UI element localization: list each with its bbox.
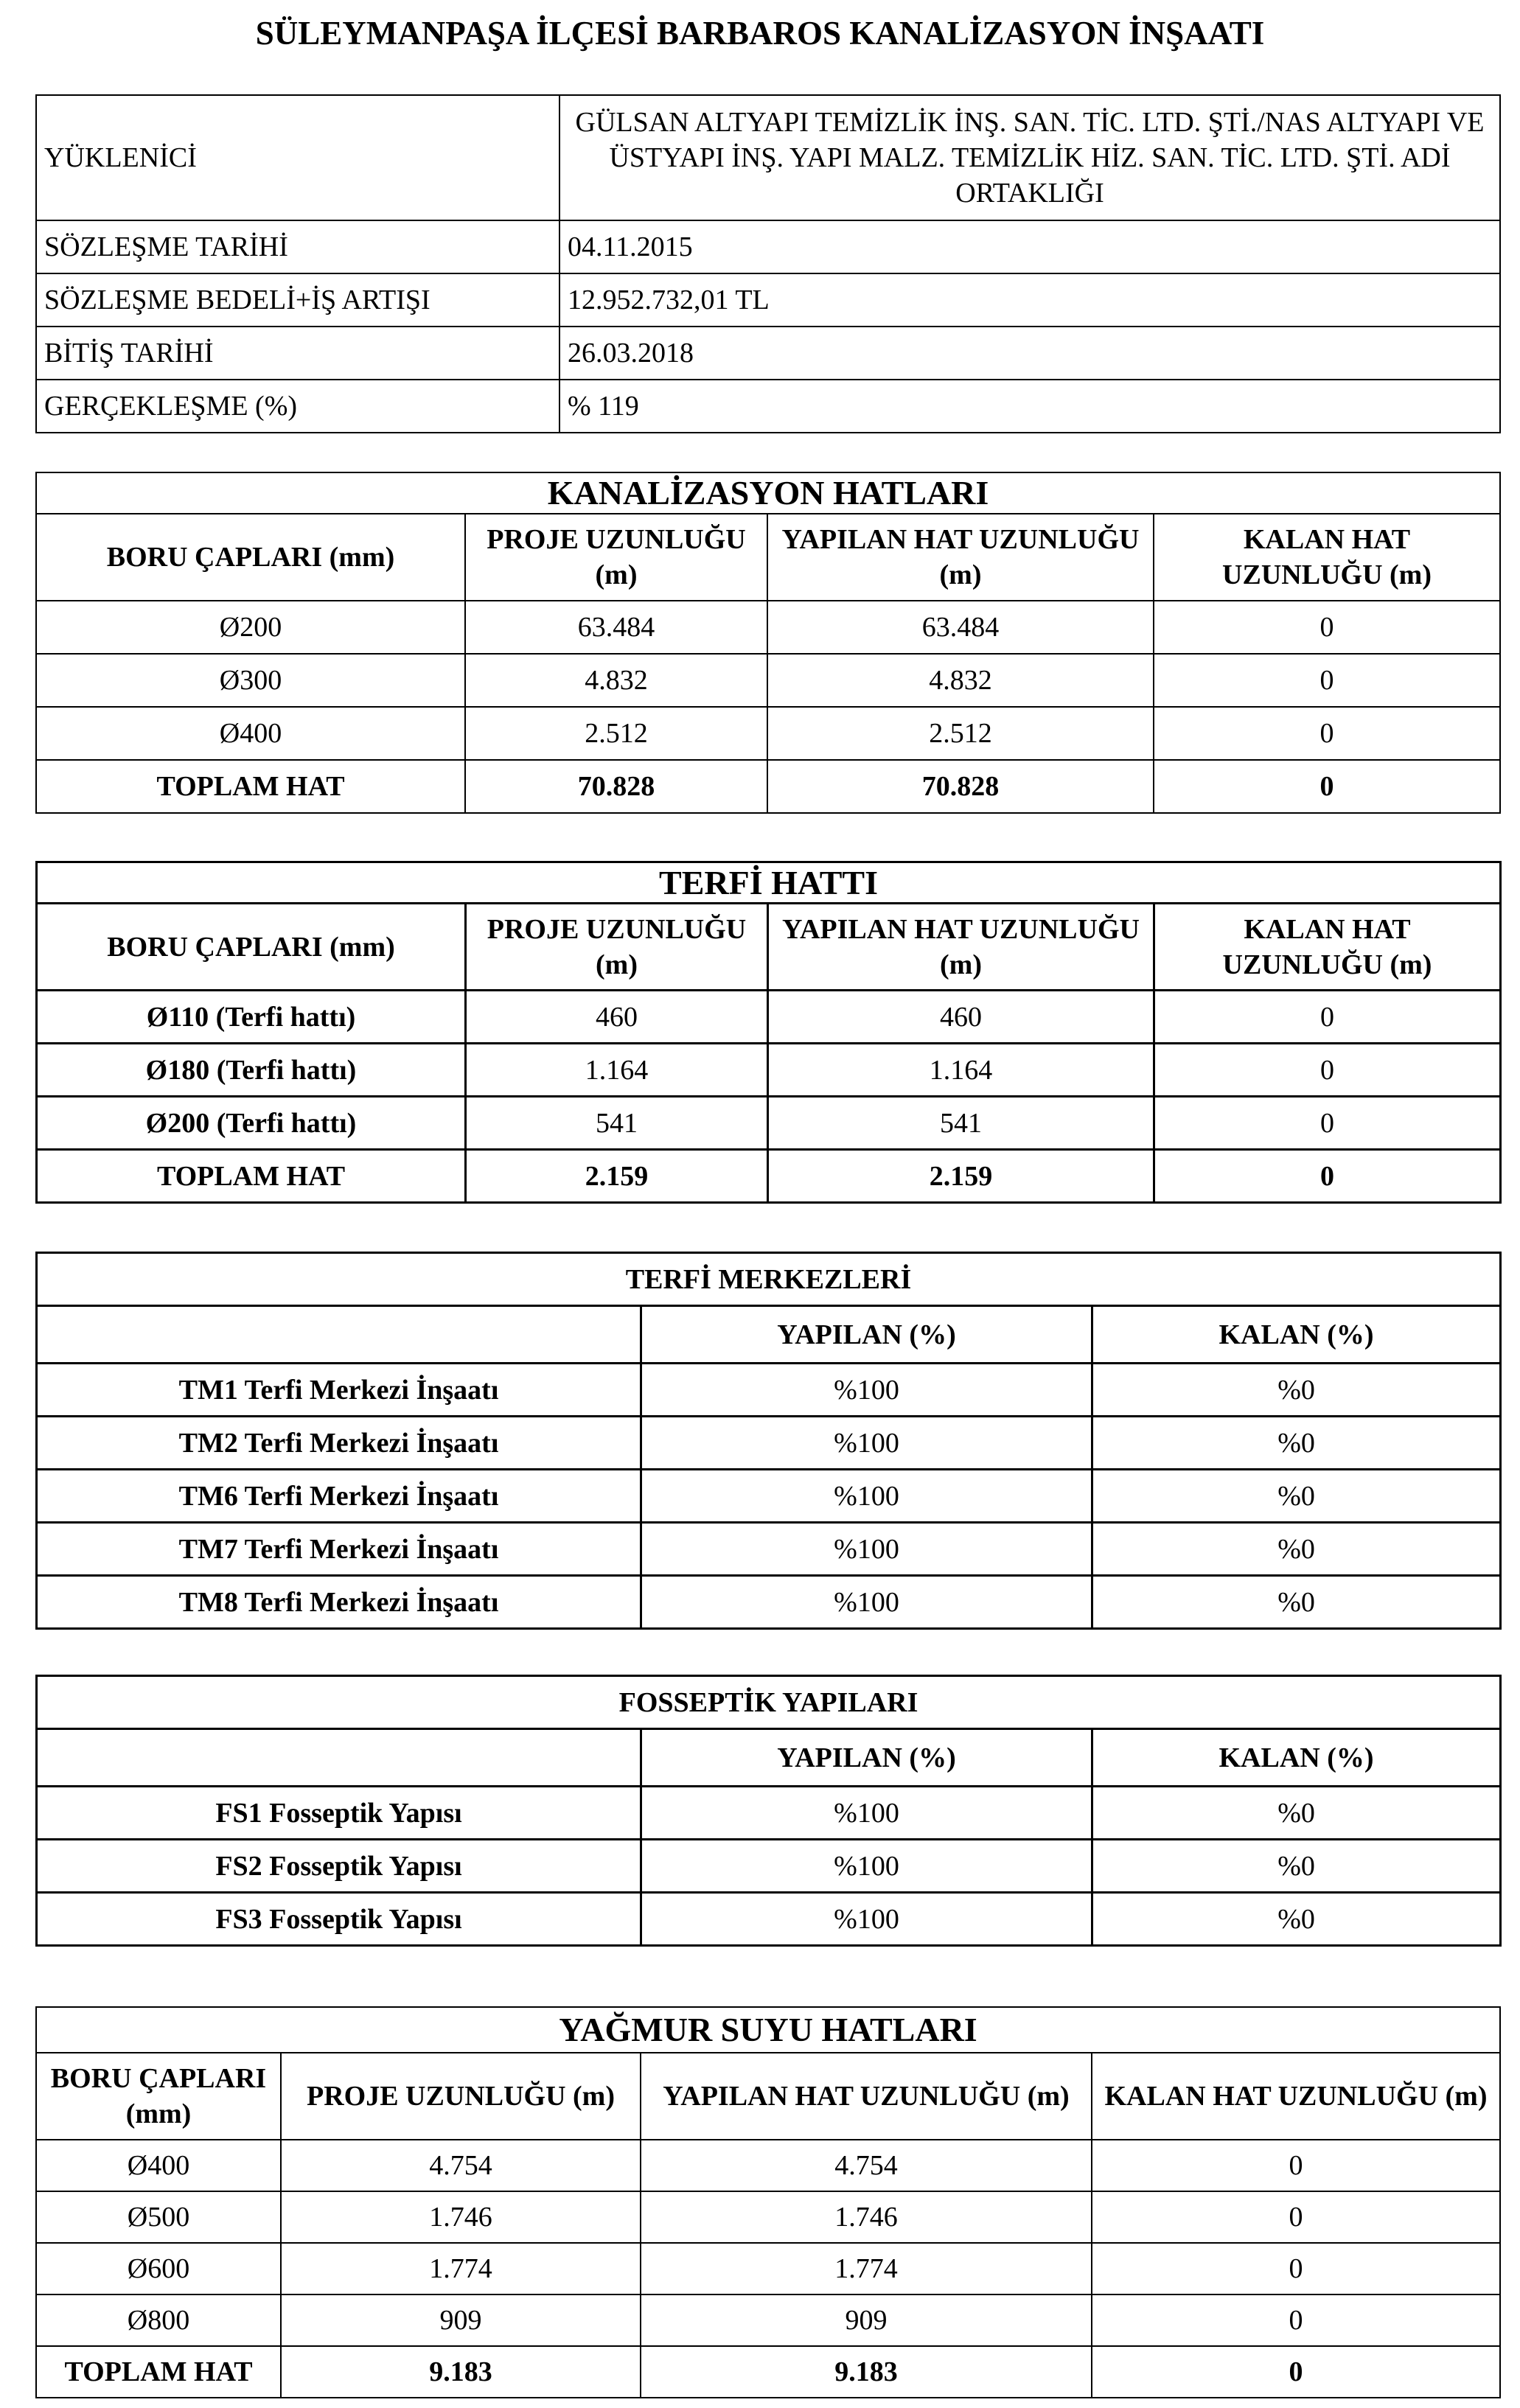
pumping-line-table <box>35 861 1502 1204</box>
pumping-stations-title: TERFİ MERKEZLERİ <box>37 1253 1501 1306</box>
pipe-diameter-cell: Ø800 <box>36 2294 281 2346</box>
station-name-cell: TM8 Terfi Merkezi İnşaatı <box>37 1576 641 1629</box>
project-length-cell: 909 <box>281 2294 641 2346</box>
table-row <box>37 1097 1501 1150</box>
done-percent-cell: %100 <box>641 1576 1092 1629</box>
header-remaining-length: KALAN HAT UZUNLUĞU (m) <box>1154 904 1501 991</box>
remaining-length-cell: 0 <box>1154 1044 1501 1097</box>
table-row <box>37 1893 1501 1946</box>
pumping-line-title: TERFİ HATTI <box>37 862 1501 904</box>
table-row <box>37 991 1501 1044</box>
header-built-length: YAPILAN HAT UZUNLUĞU (m) <box>641 2053 1092 2140</box>
table-row <box>36 2243 1500 2294</box>
contract-date-label: SÖZLEŞME TARİHİ <box>36 220 559 273</box>
remaining-percent-cell: %0 <box>1092 1523 1501 1576</box>
project-length-cell: 541 <box>466 1097 768 1150</box>
table-row <box>36 2191 1500 2243</box>
built-length-cell: 1.746 <box>641 2191 1092 2243</box>
completion-value: % 119 <box>559 380 1500 433</box>
header-empty <box>37 1729 641 1787</box>
built-length-cell: 4.754 <box>641 2140 1092 2191</box>
header-project-length: PROJE UZUNLUĞU (m) <box>281 2053 641 2140</box>
header-built-length: YAPILAN HAT UZUNLUĞU (m) <box>768 904 1154 991</box>
header-project-length: PROJE UZUNLUĞU (m) <box>466 904 768 991</box>
remaining-percent-cell: %0 <box>1092 1840 1501 1893</box>
end-date-value: 26.03.2018 <box>559 327 1500 380</box>
total-built-length: 2.159 <box>768 1150 1154 1203</box>
project-length-cell: 1.774 <box>281 2243 641 2294</box>
table-row <box>36 2294 1500 2346</box>
contractor-label: YÜKLENİCİ <box>36 95 559 220</box>
remaining-length-cell: 0 <box>1092 2294 1500 2346</box>
table-row <box>37 1576 1501 1629</box>
remaining-length-cell: 0 <box>1092 2191 1500 2243</box>
header-pipe-diameter: BORU ÇAPLARI (mm) <box>37 904 466 991</box>
remaining-length-cell: 0 <box>1092 2140 1500 2191</box>
header-pipe-diameter: BORU ÇAPLARI (mm) <box>36 514 465 601</box>
header-remaining-percent: KALAN (%) <box>1092 1306 1501 1364</box>
pipe-diameter-cell: Ø600 <box>36 2243 281 2294</box>
project-length-cell: 460 <box>466 991 768 1044</box>
remaining-percent-cell: %0 <box>1092 1576 1501 1629</box>
stormwater-lines-title: YAĞMUR SUYU HATLARI <box>36 2007 1500 2053</box>
done-percent-cell: %100 <box>641 1470 1092 1523</box>
station-name-cell: TM6 Terfi Merkezi İnşaatı <box>37 1470 641 1523</box>
remaining-percent-cell: %0 <box>1092 1470 1501 1523</box>
remaining-percent-cell: %0 <box>1092 1364 1501 1417</box>
table-row <box>36 601 1500 654</box>
header-done-percent: YAPILAN (%) <box>641 1306 1092 1364</box>
pipe-diameter-cell: Ø400 <box>36 707 465 760</box>
sewer-lines-title: KANALİZASYON HATLARI <box>36 472 1500 514</box>
total-label: TOPLAM HAT <box>36 760 465 813</box>
built-length-cell: 4.832 <box>767 654 1154 707</box>
total-remaining-length: 0 <box>1154 760 1500 813</box>
built-length-cell: 541 <box>768 1097 1154 1150</box>
table-row <box>37 1044 1501 1097</box>
sewer-lines-table <box>35 472 1501 814</box>
pipe-diameter-cell: Ø200 (Terfi hattı) <box>37 1097 466 1150</box>
remaining-length-cell: 0 <box>1154 654 1500 707</box>
done-percent-cell: %100 <box>641 1364 1092 1417</box>
project-length-cell: 1.164 <box>466 1044 768 1097</box>
pipe-diameter-cell: Ø300 <box>36 654 465 707</box>
total-project-length: 70.828 <box>465 760 767 813</box>
stormwater-lines-table <box>35 2006 1501 2398</box>
contract-amount-value: 12.952.732,01 TL <box>559 273 1500 327</box>
station-name-cell: TM7 Terfi Merkezi İnşaatı <box>37 1523 641 1576</box>
septic-name-cell: FS3 Fosseptik Yapısı <box>37 1893 641 1946</box>
done-percent-cell: %100 <box>641 1840 1092 1893</box>
total-project-length: 9.183 <box>281 2346 641 2398</box>
septic-name-cell: FS1 Fosseptik Yapısı <box>37 1787 641 1840</box>
station-name-cell: TM1 Terfi Merkezi İnşaatı <box>37 1364 641 1417</box>
header-remaining-length: KALAN HAT UZUNLUĞU (m) <box>1154 514 1500 601</box>
total-row <box>36 760 1500 813</box>
end-date-label: BİTİŞ TARİHİ <box>36 327 559 380</box>
total-row <box>37 1150 1501 1203</box>
document-title: SÜLEYMANPAŞA İLÇESİ BARBAROS KANALİZASYON İNŞAATI <box>255 15 1265 52</box>
contractor-value: GÜLSAN ALTYAPI TEMİZLİK İNŞ. SAN. TİC. LTD. ŞTİ./NAS ALTYAPI VE ÜSTYAPI İNŞ. YAPI MALZ. TEMİZLİK HİZ. SAN. TİC. LTD. ŞTİ. ADİ ORTAKLIĞI <box>559 95 1500 220</box>
total-remaining-length: 0 <box>1092 2346 1500 2398</box>
table-row <box>37 1787 1501 1840</box>
header-remaining-percent: KALAN (%) <box>1092 1729 1501 1787</box>
project-length-cell: 4.832 <box>465 654 767 707</box>
total-row <box>36 2346 1500 2398</box>
total-remaining-length: 0 <box>1154 1150 1501 1203</box>
total-label: TOPLAM HAT <box>36 2346 281 2398</box>
table-row <box>37 1840 1501 1893</box>
station-name-cell: TM2 Terfi Merkezi İnşaatı <box>37 1417 641 1470</box>
header-done-percent: YAPILAN (%) <box>641 1729 1092 1787</box>
remaining-length-cell: 0 <box>1154 707 1500 760</box>
table-row <box>37 1417 1501 1470</box>
pumping-stations-table <box>35 1252 1502 1630</box>
built-length-cell: 909 <box>641 2294 1092 2346</box>
total-project-length: 2.159 <box>466 1150 768 1203</box>
remaining-length-cell: 0 <box>1154 601 1500 654</box>
header-empty <box>37 1306 641 1364</box>
header-project-length: PROJE UZUNLUĞU (m) <box>465 514 767 601</box>
header-built-length: YAPILAN HAT UZUNLUĞU (m) <box>767 514 1154 601</box>
table-row <box>36 654 1500 707</box>
project-length-cell: 2.512 <box>465 707 767 760</box>
total-built-length: 9.183 <box>641 2346 1092 2398</box>
header-remaining-length: KALAN HAT UZUNLUĞU (m) <box>1092 2053 1500 2140</box>
pipe-diameter-cell: Ø500 <box>36 2191 281 2243</box>
project-length-cell: 4.754 <box>281 2140 641 2191</box>
contract-amount-label: SÖZLEŞME BEDELİ+İŞ ARTIŞI <box>36 273 559 327</box>
table-row <box>37 1470 1501 1523</box>
built-length-cell: 1.164 <box>768 1044 1154 1097</box>
contract-date-value: 04.11.2015 <box>559 220 1500 273</box>
septic-structures-table <box>35 1675 1502 1947</box>
built-length-cell: 460 <box>768 991 1154 1044</box>
project-length-cell: 63.484 <box>465 601 767 654</box>
done-percent-cell: %100 <box>641 1417 1092 1470</box>
remaining-length-cell: 0 <box>1092 2243 1500 2294</box>
built-length-cell: 63.484 <box>767 601 1154 654</box>
remaining-percent-cell: %0 <box>1092 1893 1501 1946</box>
septic-name-cell: FS2 Fosseptik Yapısı <box>37 1840 641 1893</box>
total-built-length: 70.828 <box>767 760 1154 813</box>
built-length-cell: 2.512 <box>767 707 1154 760</box>
table-row <box>36 707 1500 760</box>
total-label: TOPLAM HAT <box>37 1150 466 1203</box>
contract-info-table <box>35 94 1501 433</box>
table-row <box>36 2140 1500 2191</box>
table-row <box>37 1523 1501 1576</box>
completion-label: GERÇEKLEŞME (%) <box>36 380 559 433</box>
done-percent-cell: %100 <box>641 1893 1092 1946</box>
remaining-percent-cell: %0 <box>1092 1787 1501 1840</box>
pipe-diameter-cell: Ø200 <box>36 601 465 654</box>
header-pipe-diameter: BORU ÇAPLARI (mm) <box>36 2053 281 2140</box>
built-length-cell: 1.774 <box>641 2243 1092 2294</box>
remaining-length-cell: 0 <box>1154 991 1501 1044</box>
remaining-percent-cell: %0 <box>1092 1417 1501 1470</box>
pipe-diameter-cell: Ø110 (Terfi hattı) <box>37 991 466 1044</box>
pipe-diameter-cell: Ø400 <box>36 2140 281 2191</box>
project-length-cell: 1.746 <box>281 2191 641 2243</box>
table-row <box>37 1364 1501 1417</box>
done-percent-cell: %100 <box>641 1787 1092 1840</box>
pipe-diameter-cell: Ø180 (Terfi hattı) <box>37 1044 466 1097</box>
septic-structures-title: FOSSEPTİK YAPILARI <box>37 1676 1501 1729</box>
done-percent-cell: %100 <box>641 1523 1092 1576</box>
remaining-length-cell: 0 <box>1154 1097 1501 1150</box>
